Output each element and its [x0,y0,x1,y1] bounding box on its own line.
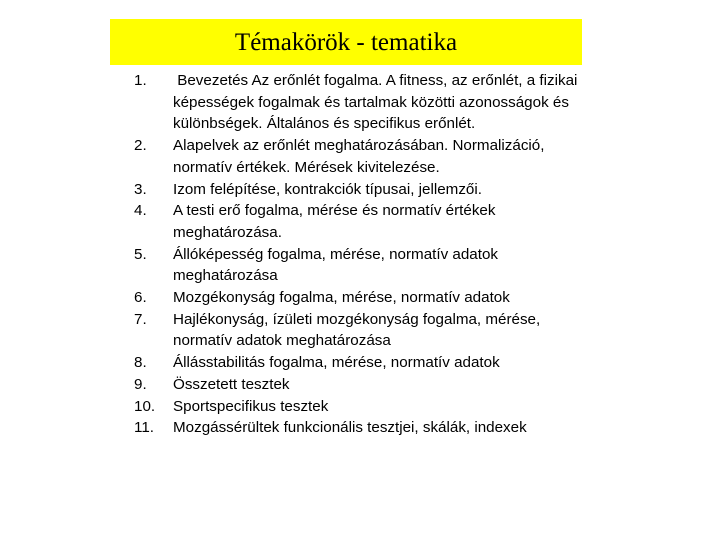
list-item-number: 5. [134,245,147,263]
list-item [134,396,614,418]
page-title: Témakörök - tematika [234,29,458,56]
list-item [134,179,614,201]
list-item-text: Izom felépítése, kontrakciók típusai, jellemzői. [173,180,482,198]
list-item [134,200,614,243]
list-item-text: Mozgékonyság fogalma, mérése, normatív adatok [173,289,510,307]
list-item-number: 1. [134,72,147,89]
list-item-number: 6. [134,289,147,307]
list-item [134,287,614,309]
list-item-text: Bevezetés Az erőnlét fogalma. A fitness, az erőnlét, a fizikai képességek fogalmak és tartalmak közötti azonosságok és különbségek. Általános és specifikus erőnlét. [173,72,578,133]
list-item-text: Hajlékonyság, ízületi mozgékonyság fogalma, mérése, normatív adatok meghatározása [173,310,541,350]
list-item-text: Állásstabilitás fogalma, mérése, normatív adatok [173,354,500,372]
list-item-text: Sportspecifikus tesztek [173,397,329,415]
list-item-text: Mozgássérültek funkcionális tesztjei, skálák, indexek [173,419,527,437]
list-item-text: Állóképesség fogalma, mérése, normatív adatok meghatározása [173,245,499,285]
title-banner [110,19,582,65]
list-item [134,374,614,396]
topic-list [134,70,614,439]
list-item-number: 2. [134,137,147,155]
list-item-text: Összetett tesztek [173,375,290,393]
list-item-text: A testi erő fogalma, mérése és normatív értékek meghatározása. [173,202,496,241]
list-item-text: Alapelvek az erőnlét meghatározásában. Normalizáció, normatív értékek. Mérések kivitelezése. [173,137,545,176]
list-item [134,352,614,374]
list-item [134,309,614,352]
list-item-number: 4. [134,202,147,220]
list-item [134,417,614,439]
list-item [134,244,614,287]
list-item-number: 3. [134,180,147,198]
list-item-number: 11. [134,419,154,437]
list-item-number: 8. [134,354,147,372]
list-item [134,70,614,135]
list-item-number: 7. [134,310,147,328]
list-item-number: 9. [134,375,147,393]
list-item [134,135,614,178]
list-item-number: 10. [134,397,156,415]
